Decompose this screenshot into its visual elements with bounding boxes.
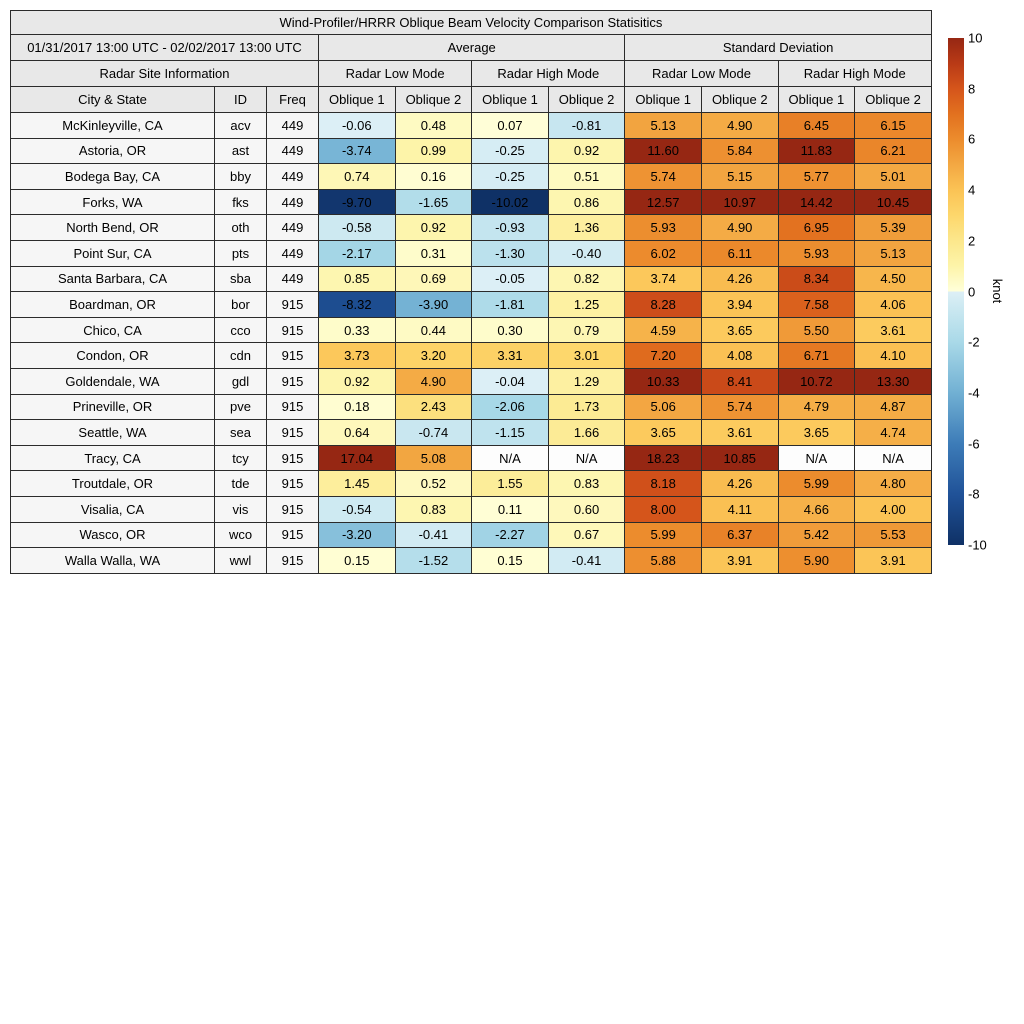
- value-cell: 5.42: [778, 522, 855, 548]
- value-cell: 3.91: [855, 548, 932, 574]
- site-id-cell: cdn: [215, 343, 267, 369]
- value-cell: -2.17: [319, 240, 396, 266]
- value-cell: 0.69: [395, 266, 472, 292]
- value-cell: 3.73: [319, 343, 396, 369]
- table-row: [11, 394, 932, 420]
- site-city-cell: Point Sur, CA: [11, 240, 215, 266]
- value-cell: -0.74: [395, 420, 472, 446]
- value-cell: 4.74: [855, 420, 932, 446]
- site-id-cell: cco: [215, 317, 267, 343]
- value-cell: -0.04: [472, 368, 549, 394]
- value-cell: -1.15: [472, 420, 549, 446]
- site-freq-cell: 449: [267, 113, 319, 139]
- value-cell: 0.52: [395, 471, 472, 497]
- table-row: [11, 420, 932, 446]
- value-cell: 5.90: [778, 548, 855, 574]
- value-cell: 5.15: [701, 164, 778, 190]
- site-city-cell: North Bend, OR: [11, 215, 215, 241]
- value-cell: 4.59: [625, 317, 702, 343]
- site-city-cell: McKinleyville, CA: [11, 113, 215, 139]
- site-city-cell: Bodega Bay, CA: [11, 164, 215, 190]
- site-id-cell: oth: [215, 215, 267, 241]
- value-cell: 6.11: [701, 240, 778, 266]
- colorbar-tick--4: -4: [968, 385, 980, 401]
- table-row: [11, 548, 932, 574]
- column-header-row: [11, 87, 932, 113]
- value-cell-na: N/A: [855, 445, 932, 471]
- value-cell: 4.00: [855, 496, 932, 522]
- site-id-cell: bor: [215, 292, 267, 318]
- table-row: [11, 215, 932, 241]
- site-freq-cell: 915: [267, 394, 319, 420]
- value-cell: 0.92: [319, 368, 396, 394]
- site-city-cell: Santa Barbara, CA: [11, 266, 215, 292]
- value-cell: 6.95: [778, 215, 855, 241]
- site-id-cell: gdl: [215, 368, 267, 394]
- site-freq-cell: 449: [267, 138, 319, 164]
- value-cell: -10.02: [472, 189, 549, 215]
- value-cell: 0.18: [319, 394, 396, 420]
- value-cell: -0.41: [395, 522, 472, 548]
- value-cell: 0.79: [548, 317, 625, 343]
- site-id-cell: wwl: [215, 548, 267, 574]
- value-cell: 10.85: [701, 445, 778, 471]
- value-cell: 6.45: [778, 113, 855, 139]
- value-cell: -0.06: [319, 113, 396, 139]
- value-cell: 4.10: [855, 343, 932, 369]
- value-cell: 0.07: [472, 113, 549, 139]
- site-freq-cell: 915: [267, 292, 319, 318]
- value-cell: 0.92: [395, 215, 472, 241]
- colorbar-tick-2: 2: [968, 233, 976, 249]
- value-cell: -0.05: [472, 266, 549, 292]
- site-id-cell: wco: [215, 522, 267, 548]
- value-cell: 7.20: [625, 343, 702, 369]
- period-cell: 01/31/2017 13:00 UTC - 02/02/2017 13:00 UTC: [11, 35, 319, 61]
- site-city-cell: Astoria, OR: [11, 138, 215, 164]
- table-row: [11, 138, 932, 164]
- table-row: [11, 496, 932, 522]
- value-cell: 4.87: [855, 394, 932, 420]
- site-freq-cell: 915: [267, 471, 319, 497]
- value-cell-na: N/A: [778, 445, 855, 471]
- mode-group-row: [11, 61, 932, 87]
- value-cell: 0.82: [548, 266, 625, 292]
- colorbar: [948, 38, 964, 545]
- value-cell: 10.72: [778, 368, 855, 394]
- value-cell: 0.64: [319, 420, 396, 446]
- value-cell: 3.31: [472, 343, 549, 369]
- value-cell: 12.57: [625, 189, 702, 215]
- colorbar-tick-6: 6: [968, 131, 976, 147]
- table-row: [11, 471, 932, 497]
- value-cell: 17.04: [319, 445, 396, 471]
- value-cell: 8.34: [778, 266, 855, 292]
- colorbar-tick-4: 4: [968, 182, 976, 198]
- value-cell: 0.16: [395, 164, 472, 190]
- value-cell: -0.41: [548, 548, 625, 574]
- column-header: Oblique 1: [472, 87, 549, 113]
- site-id-cell: fks: [215, 189, 267, 215]
- std-group-header: Standard Deviation: [625, 35, 932, 61]
- value-cell: 5.13: [855, 240, 932, 266]
- column-header: Oblique 2: [701, 87, 778, 113]
- value-cell: 1.73: [548, 394, 625, 420]
- value-cell: -3.74: [319, 138, 396, 164]
- value-cell: 0.44: [395, 317, 472, 343]
- column-header: City & State: [11, 87, 215, 113]
- average-group-header: Average: [319, 35, 625, 61]
- value-cell: 10.97: [701, 189, 778, 215]
- site-freq-cell: 915: [267, 445, 319, 471]
- value-cell: -2.27: [472, 522, 549, 548]
- value-cell: 3.65: [701, 317, 778, 343]
- site-freq-cell: 449: [267, 189, 319, 215]
- value-cell: 5.50: [778, 317, 855, 343]
- value-cell: 5.01: [855, 164, 932, 190]
- value-cell: 8.00: [625, 496, 702, 522]
- value-cell: -8.32: [319, 292, 396, 318]
- value-cell: 14.42: [778, 189, 855, 215]
- site-city-cell: Troutdale, OR: [11, 471, 215, 497]
- column-header: Oblique 2: [395, 87, 472, 113]
- value-cell: -1.81: [472, 292, 549, 318]
- value-cell: -0.40: [548, 240, 625, 266]
- value-cell: -1.30: [472, 240, 549, 266]
- value-cell: 3.65: [778, 420, 855, 446]
- site-freq-cell: 915: [267, 343, 319, 369]
- value-cell: 0.67: [548, 522, 625, 548]
- heatmap-table: [10, 10, 932, 574]
- value-cell: 0.83: [395, 496, 472, 522]
- value-cell: 0.15: [319, 548, 396, 574]
- value-cell: 4.66: [778, 496, 855, 522]
- value-cell: 11.83: [778, 138, 855, 164]
- table-row: [11, 368, 932, 394]
- column-header: Oblique 2: [548, 87, 625, 113]
- value-cell: 0.31: [395, 240, 472, 266]
- column-header: ID: [215, 87, 267, 113]
- value-cell: 5.88: [625, 548, 702, 574]
- value-cell: 3.91: [701, 548, 778, 574]
- site-freq-cell: 915: [267, 317, 319, 343]
- mode-group-header: Radar Low Mode: [625, 61, 778, 87]
- value-cell: 4.90: [395, 368, 472, 394]
- value-cell: 4.06: [855, 292, 932, 318]
- site-id-cell: acv: [215, 113, 267, 139]
- table-row: [11, 266, 932, 292]
- value-cell: 3.74: [625, 266, 702, 292]
- column-header: Freq: [267, 87, 319, 113]
- site-id-cell: sba: [215, 266, 267, 292]
- value-cell: 0.11: [472, 496, 549, 522]
- value-cell: 5.93: [778, 240, 855, 266]
- value-cell: 3.94: [701, 292, 778, 318]
- value-cell-na: N/A: [472, 445, 549, 471]
- colorbar-tick--8: -8: [968, 486, 980, 502]
- value-cell: 6.02: [625, 240, 702, 266]
- value-cell: 13.30: [855, 368, 932, 394]
- value-cell: 5.13: [625, 113, 702, 139]
- value-cell: 0.15: [472, 548, 549, 574]
- mode-group-header: Radar High Mode: [472, 61, 625, 87]
- value-cell: -2.06: [472, 394, 549, 420]
- site-id-cell: bby: [215, 164, 267, 190]
- value-cell: -3.20: [319, 522, 396, 548]
- value-cell: 0.92: [548, 138, 625, 164]
- value-cell: 11.60: [625, 138, 702, 164]
- value-cell: 6.21: [855, 138, 932, 164]
- value-cell: 0.51: [548, 164, 625, 190]
- site-city-cell: Walla Walla, WA: [11, 548, 215, 574]
- value-cell: 5.06: [625, 394, 702, 420]
- site-freq-cell: 449: [267, 240, 319, 266]
- site-freq-cell: 449: [267, 164, 319, 190]
- value-cell: 5.08: [395, 445, 472, 471]
- value-cell: 5.39: [855, 215, 932, 241]
- value-cell: 3.65: [625, 420, 702, 446]
- table-row: [11, 445, 932, 471]
- value-cell: 5.74: [701, 394, 778, 420]
- table-row: [11, 113, 932, 139]
- value-cell: 0.33: [319, 317, 396, 343]
- value-cell: 0.48: [395, 113, 472, 139]
- column-header: Oblique 1: [319, 87, 396, 113]
- site-id-cell: ast: [215, 138, 267, 164]
- value-cell: 10.45: [855, 189, 932, 215]
- colorbar-tick-10: 10: [968, 30, 983, 46]
- site-city-cell: Boardman, OR: [11, 292, 215, 318]
- column-header: Oblique 2: [855, 87, 932, 113]
- table-row: [11, 317, 932, 343]
- value-cell: 5.77: [778, 164, 855, 190]
- value-cell: 1.66: [548, 420, 625, 446]
- value-cell: 1.29: [548, 368, 625, 394]
- table-title: Wind-Profiler/HRRR Oblique Beam Velocity Comparison Statisitics: [11, 11, 932, 35]
- value-cell: 1.36: [548, 215, 625, 241]
- value-cell: -3.90: [395, 292, 472, 318]
- value-cell: 7.58: [778, 292, 855, 318]
- value-cell: 4.79: [778, 394, 855, 420]
- value-cell: 5.99: [625, 522, 702, 548]
- value-cell: 4.26: [701, 471, 778, 497]
- value-cell: 5.74: [625, 164, 702, 190]
- site-id-cell: sea: [215, 420, 267, 446]
- value-cell: 4.80: [855, 471, 932, 497]
- site-city-cell: Visalia, CA: [11, 496, 215, 522]
- site-city-cell: Forks, WA: [11, 189, 215, 215]
- value-cell: 4.90: [701, 113, 778, 139]
- title-row: [11, 11, 932, 35]
- site-id-cell: pts: [215, 240, 267, 266]
- site-city-cell: Condon, OR: [11, 343, 215, 369]
- value-cell: 5.84: [701, 138, 778, 164]
- site-id-cell: pve: [215, 394, 267, 420]
- site-city-cell: Chico, CA: [11, 317, 215, 343]
- site-city-cell: Tracy, CA: [11, 445, 215, 471]
- site-city-cell: Prineville, OR: [11, 394, 215, 420]
- site-freq-cell: 449: [267, 215, 319, 241]
- value-cell: -0.54: [319, 496, 396, 522]
- site-id-cell: vis: [215, 496, 267, 522]
- value-cell: 10.33: [625, 368, 702, 394]
- value-cell: 3.20: [395, 343, 472, 369]
- table-row: [11, 240, 932, 266]
- value-cell: 5.99: [778, 471, 855, 497]
- value-cell: -0.25: [472, 138, 549, 164]
- value-cell-na: N/A: [548, 445, 625, 471]
- value-cell: 4.08: [701, 343, 778, 369]
- mode-group-header: Radar Low Mode: [319, 61, 472, 87]
- table-row: [11, 292, 932, 318]
- value-cell: 4.11: [701, 496, 778, 522]
- mode-group-header: Radar High Mode: [778, 61, 931, 87]
- value-cell: 4.50: [855, 266, 932, 292]
- value-cell: -1.52: [395, 548, 472, 574]
- site-info-header: Radar Site Information: [11, 61, 319, 87]
- value-cell: 3.61: [701, 420, 778, 446]
- colorbar-tick-0: 0: [968, 284, 976, 299]
- colorbar-tick--10: -10: [968, 537, 987, 553]
- column-header: Oblique 1: [778, 87, 855, 113]
- site-freq-cell: 915: [267, 496, 319, 522]
- group-header-row: [11, 35, 932, 61]
- value-cell: 0.99: [395, 138, 472, 164]
- table-row: [11, 343, 932, 369]
- site-freq-cell: 915: [267, 368, 319, 394]
- value-cell: 6.37: [701, 522, 778, 548]
- value-cell: 18.23: [625, 445, 702, 471]
- value-cell: 1.25: [548, 292, 625, 318]
- value-cell: 0.85: [319, 266, 396, 292]
- value-cell: 5.93: [625, 215, 702, 241]
- value-cell: -0.81: [548, 113, 625, 139]
- value-cell: 0.30: [472, 317, 549, 343]
- value-cell: -9.70: [319, 189, 396, 215]
- value-cell: 0.83: [548, 471, 625, 497]
- value-cell: 8.41: [701, 368, 778, 394]
- value-cell: -0.58: [319, 215, 396, 241]
- colorbar-unit-label: knot: [990, 278, 1005, 304]
- value-cell: 1.45: [319, 471, 396, 497]
- site-id-cell: tcy: [215, 445, 267, 471]
- site-city-cell: Wasco, OR: [11, 522, 215, 548]
- value-cell: 4.26: [701, 266, 778, 292]
- value-cell: 8.18: [625, 471, 702, 497]
- value-cell: -0.25: [472, 164, 549, 190]
- value-cell: 1.55: [472, 471, 549, 497]
- value-cell: 0.74: [319, 164, 396, 190]
- table-row: [11, 164, 932, 190]
- site-freq-cell: 915: [267, 420, 319, 446]
- value-cell: -0.93: [472, 215, 549, 241]
- column-header: Oblique 1: [625, 87, 702, 113]
- site-id-cell: tde: [215, 471, 267, 497]
- value-cell: 6.15: [855, 113, 932, 139]
- table-row: [11, 522, 932, 548]
- colorbar-tick--6: -6: [968, 436, 980, 452]
- value-cell: 3.01: [548, 343, 625, 369]
- value-cell: 2.43: [395, 394, 472, 420]
- value-cell: -1.65: [395, 189, 472, 215]
- value-cell: 6.71: [778, 343, 855, 369]
- table-row: [11, 189, 932, 215]
- value-cell: 8.28: [625, 292, 702, 318]
- site-freq-cell: 449: [267, 266, 319, 292]
- site-city-cell: Seattle, WA: [11, 420, 215, 446]
- value-cell: 5.53: [855, 522, 932, 548]
- colorbar-tick--2: -2: [968, 334, 980, 350]
- site-city-cell: Goldendale, WA: [11, 368, 215, 394]
- value-cell: 0.60: [548, 496, 625, 522]
- value-cell: 0.86: [548, 189, 625, 215]
- value-cell: 3.61: [855, 317, 932, 343]
- site-freq-cell: 915: [267, 548, 319, 574]
- value-cell: 4.90: [701, 215, 778, 241]
- site-freq-cell: 915: [267, 522, 319, 548]
- colorbar-tick-8: 8: [968, 81, 976, 97]
